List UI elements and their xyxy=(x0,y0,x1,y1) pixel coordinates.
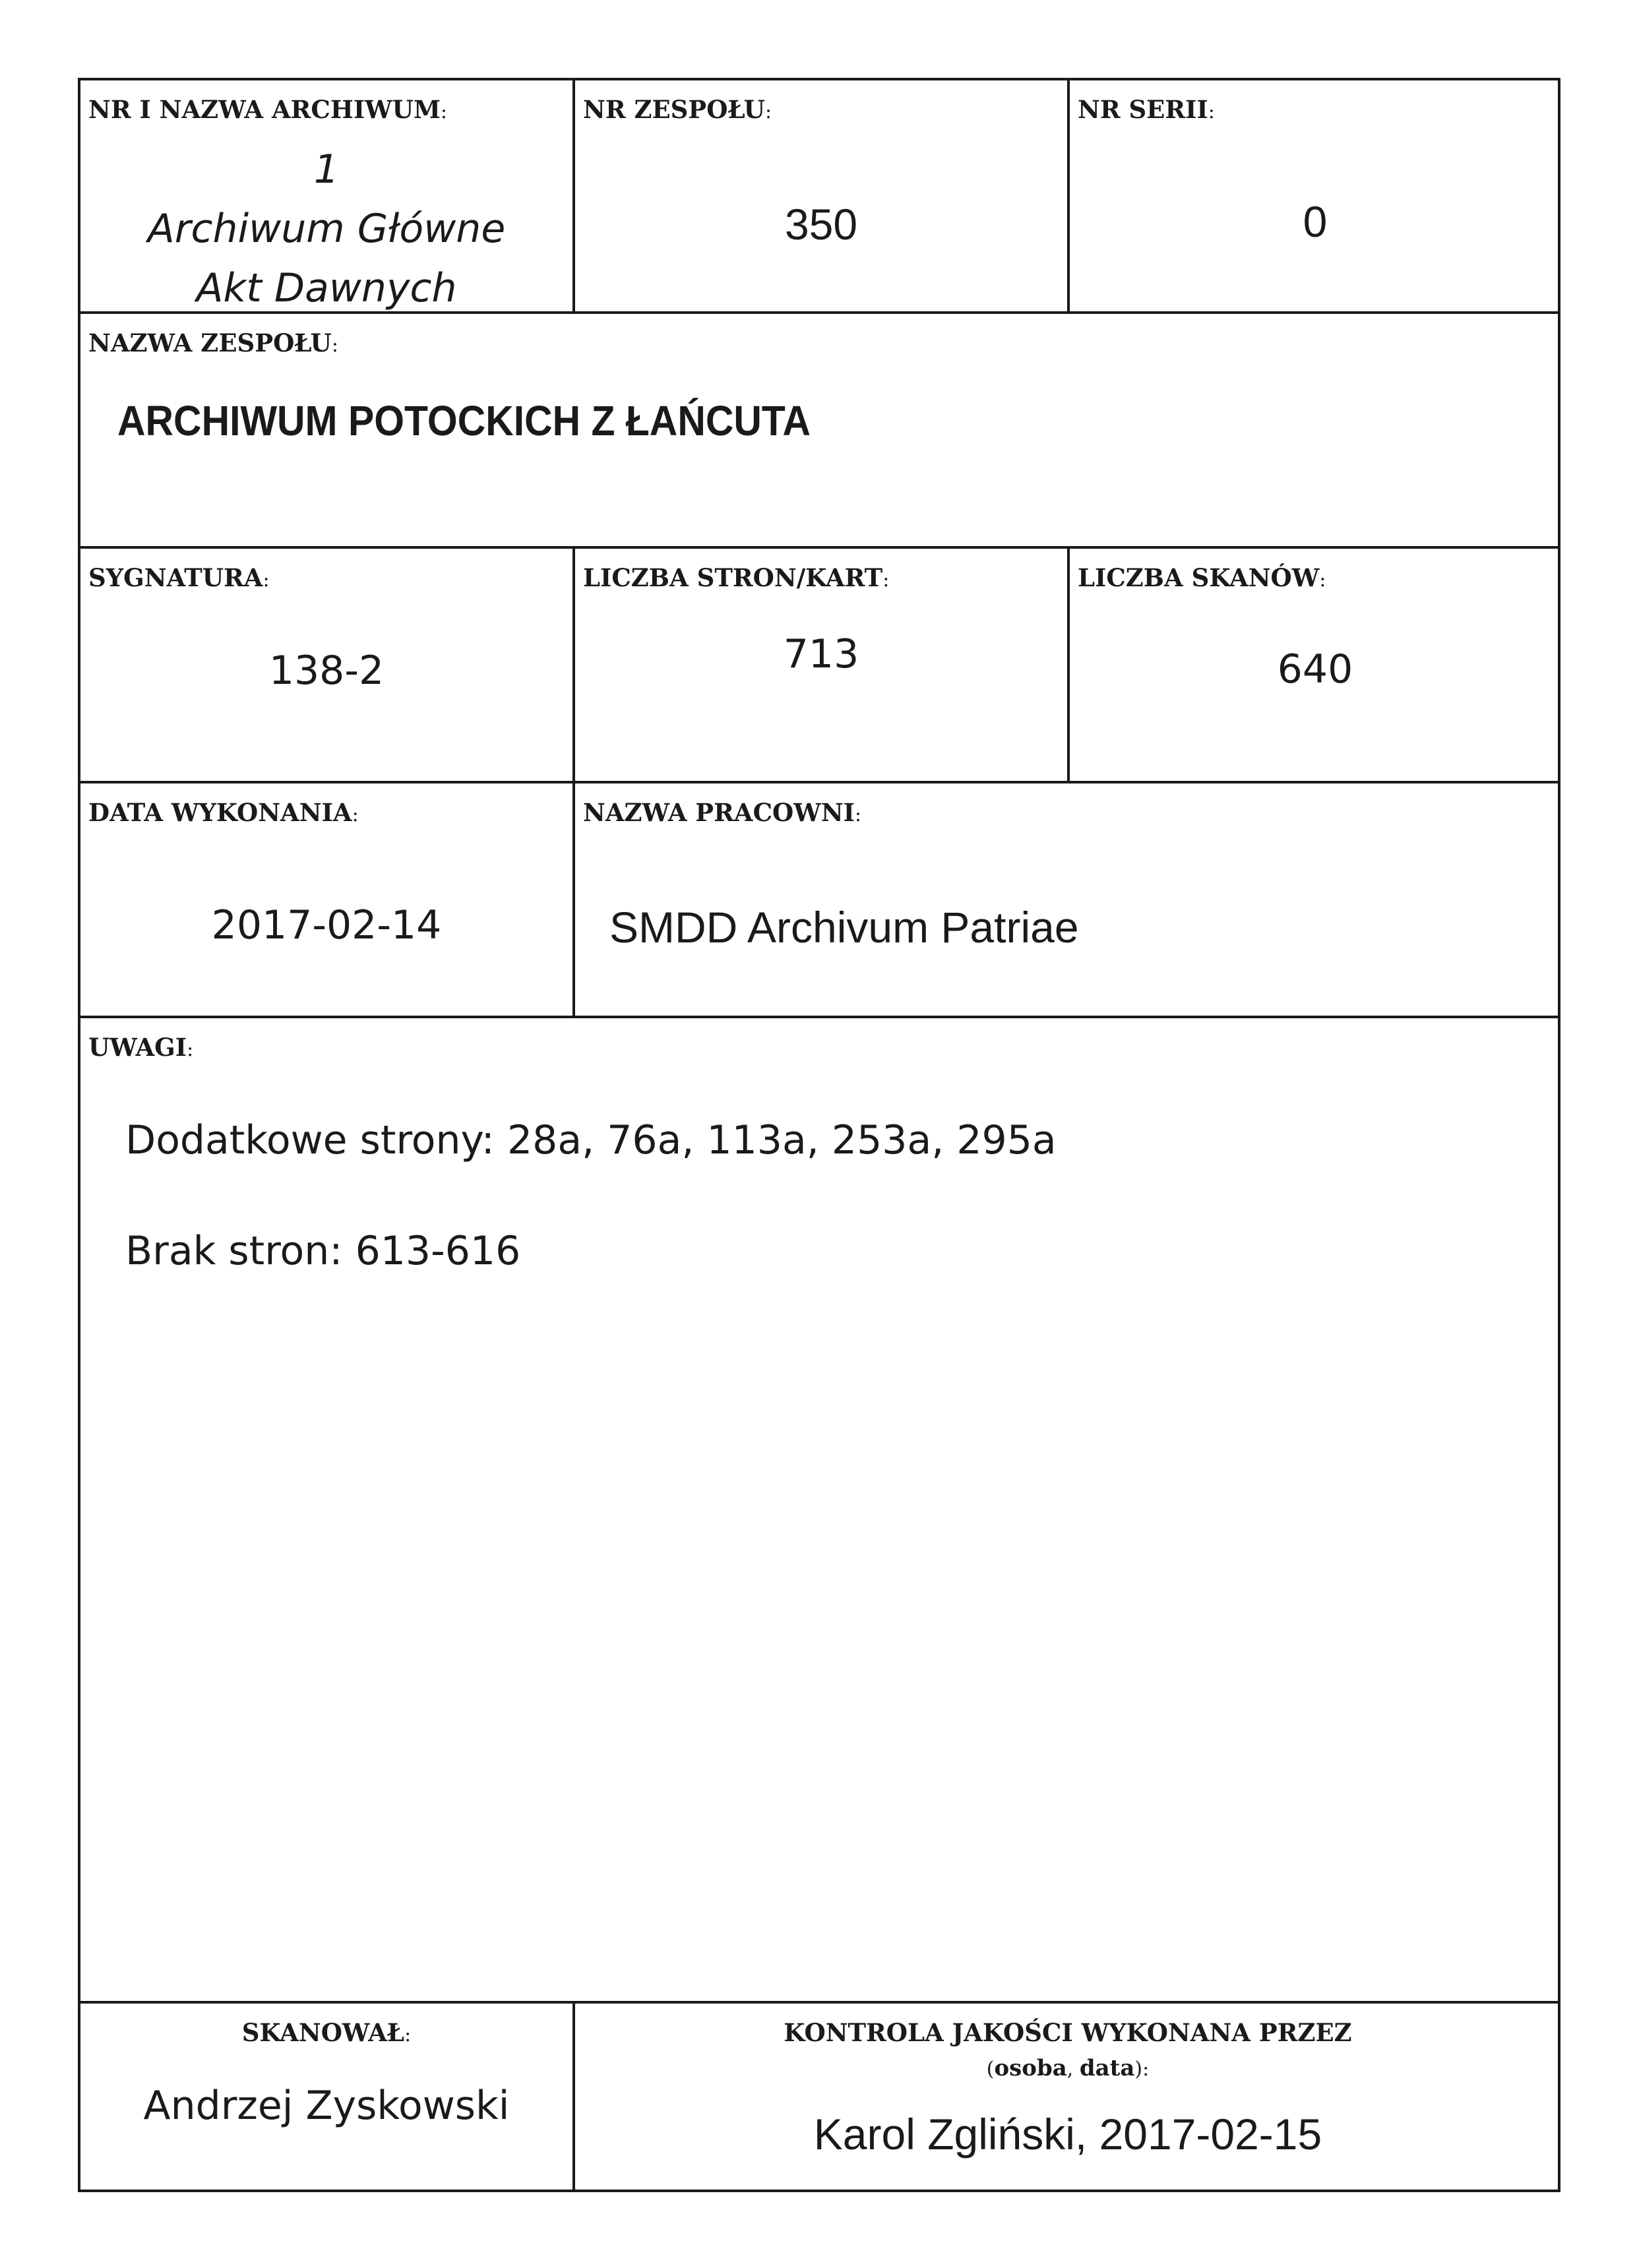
archive-name-line2: Akt Dawnych xyxy=(196,265,457,311)
archive-name xyxy=(80,140,572,318)
archive-cell xyxy=(80,80,572,311)
date-done-value: 2017-02-14 xyxy=(211,902,442,948)
notes-label: UWAGI: xyxy=(88,1033,194,1062)
fonds-number-label: NR ZESPOŁU: xyxy=(583,95,772,124)
signature-label: SYGNATURA: xyxy=(88,563,270,592)
notes-line: Brak stron: 613-616 xyxy=(125,1228,521,1274)
fonds-number-cell xyxy=(575,80,1067,311)
workshop-value: SMDD Archivum Patriae xyxy=(609,903,1079,952)
scan-count-label: LICZBA SKANÓW: xyxy=(1078,563,1326,592)
quality-control-sublabel: (osoba, data): xyxy=(986,2055,1150,2081)
scan-count-value: 640 xyxy=(1277,646,1353,692)
series-number-value: 0 xyxy=(1303,197,1328,246)
scan-count-cell xyxy=(1070,549,1560,781)
signature-value: 138-2 xyxy=(268,648,385,694)
archive-label: NR I NAZWA ARCHIWUM: xyxy=(88,95,448,124)
workshop-label: NAZWA PRACOWNI: xyxy=(583,798,862,827)
notes-cell xyxy=(80,1018,1560,2001)
page-count-value: 713 xyxy=(783,631,859,677)
fonds-name-cell xyxy=(80,314,1560,546)
page-count-cell xyxy=(575,549,1067,781)
quality-control-cell xyxy=(575,2004,1560,2192)
series-number-cell xyxy=(1070,80,1560,311)
scanned-by-label: SKANOWAŁ: xyxy=(241,2018,412,2047)
archive-metadata-form xyxy=(78,78,1560,2192)
workshop-cell xyxy=(575,783,1560,1016)
notes-line: Dodatkowe strony: 28a, 76a, 113a, 253a, 295a xyxy=(125,1117,1057,1163)
fonds-name-label: NAZWA ZESPOŁU: xyxy=(88,328,338,357)
fonds-number-value: 350 xyxy=(784,200,858,249)
archive-number: 1 xyxy=(313,146,340,193)
quality-control-label: KONTROLA JAKOŚCI WYKONANA PRZEZ xyxy=(784,2018,1352,2047)
fonds-name-value: ARCHIWUM POTOCKICH Z ŁAŃCUTA xyxy=(117,397,811,444)
scanned-by-value: Andrzej Zyskowski xyxy=(143,2083,510,2129)
scanned-by-cell xyxy=(80,2004,572,2192)
quality-control-value: Karol Zgliński, 2017-02-15 xyxy=(813,2110,1322,2159)
series-number-label: NR SERII: xyxy=(1078,95,1215,124)
date-done-label: DATA WYKONANIA: xyxy=(88,798,359,827)
page-count-label: LICZBA STRON/KART: xyxy=(583,563,890,592)
date-done-cell xyxy=(80,783,572,1016)
signature-cell xyxy=(80,549,572,781)
archive-name-line1: Archiwum Główne xyxy=(147,206,506,252)
